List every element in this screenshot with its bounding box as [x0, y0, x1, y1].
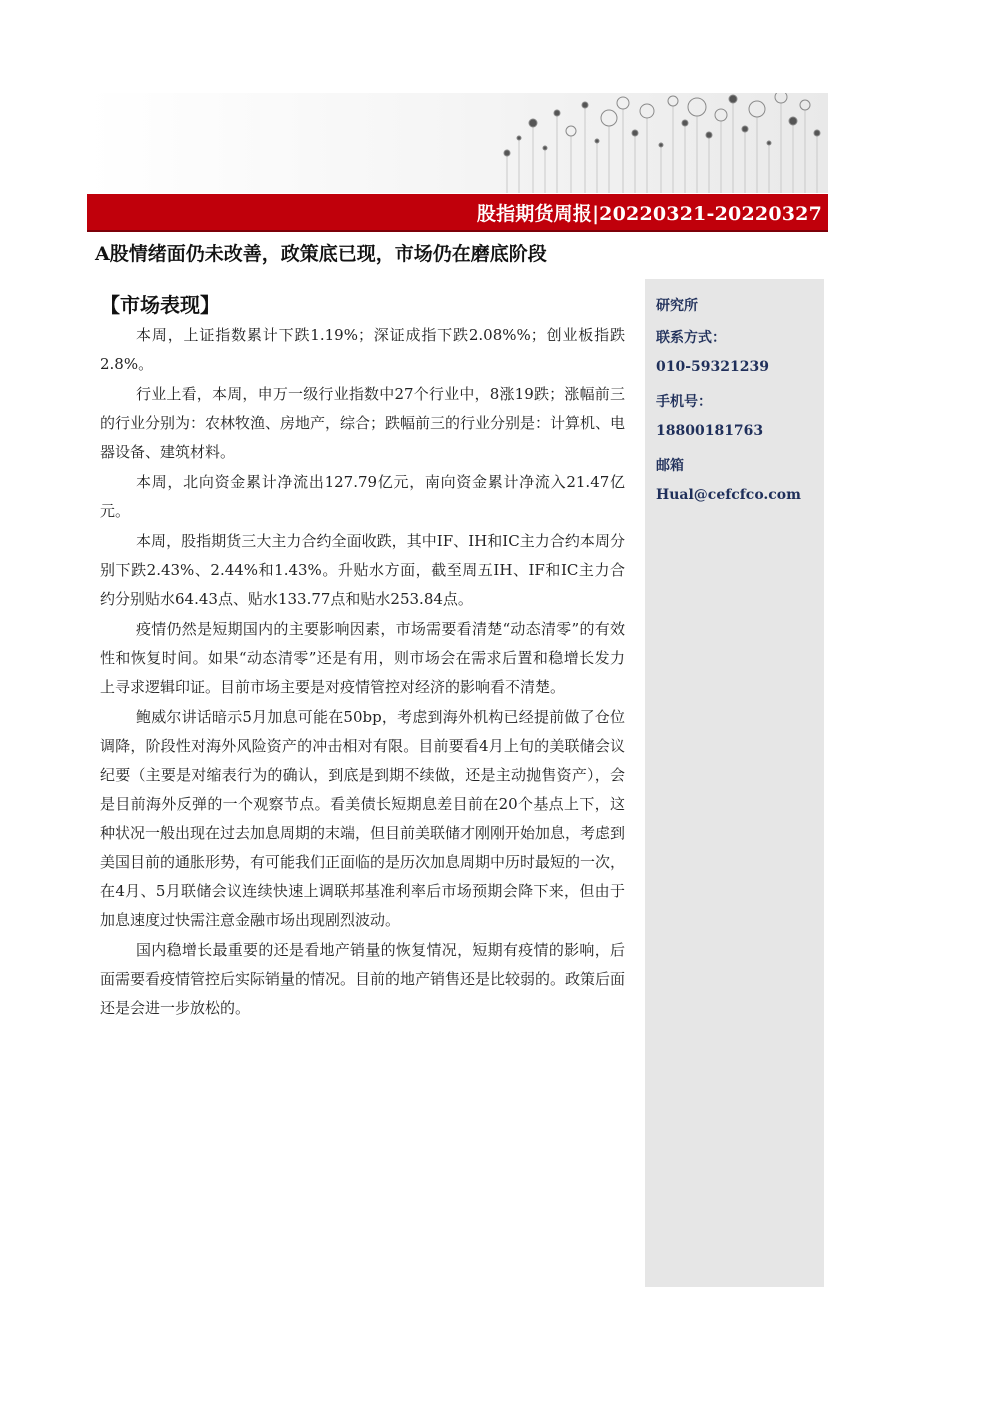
paragraph: 行业上看，本周，申万一级行业指数中27个行业中，8涨19跌；涨幅前三的行业分别为：农林牧渔、房地产，综合；跌幅前三的行业分别是：计算机、电器设备、建筑材料。	[100, 385, 626, 461]
decor-dot	[814, 130, 820, 136]
sidebar-email: Hual@cefcfco.com	[656, 487, 801, 503]
decor-dot	[601, 110, 617, 126]
decor-dot	[749, 101, 765, 117]
decor-dot	[789, 117, 797, 125]
paragraph: 本周，上证指数累计下跌1.19%；深证成指下跌2.08%%；创业板指跌2.8%。	[100, 326, 625, 373]
decor-dot	[688, 98, 706, 116]
decor-dot	[668, 96, 678, 106]
market-performance-body	[100, 321, 625, 1024]
decor-dot	[800, 100, 810, 110]
paragraph: 疫情仍然是短期国内的主要影响因素，市场需要看清楚“动态清零”的有效性和恢复时间。如果“动态清零”还是有用，则市场会在需求后置和稳增长发力上寻求逻辑印证。目前市场主要是对疫情管控对经济的影响看不清楚。	[100, 620, 625, 696]
decor-dot	[582, 102, 588, 108]
paragraph: 本周，北向资金累计净流出127.79亿元，南向资金累计净流入21.47亿元。	[100, 473, 625, 520]
sidebar-org: 研究所	[656, 298, 698, 314]
decor-dot	[529, 119, 537, 127]
decor-dot	[595, 139, 599, 143]
decor-dot	[659, 143, 663, 147]
header-red-bar-underline	[87, 230, 828, 232]
sidebar-contact-label: 联系方式：	[656, 330, 726, 346]
decor-dot	[729, 95, 737, 103]
decor-dot	[767, 141, 771, 145]
decor-dot	[632, 130, 638, 136]
decor-dot	[640, 104, 654, 118]
header-banner	[87, 93, 828, 193]
decor-dot	[742, 126, 748, 132]
report-title: 股指期货周报|20220321-20220327	[476, 203, 822, 225]
contact-sidebar	[645, 279, 824, 1287]
decorative-dots-graphic	[87, 93, 828, 193]
sidebar-mobile: 18800181763	[656, 423, 764, 439]
decor-dot	[554, 110, 560, 116]
decor-dot	[715, 109, 727, 121]
decor-dot	[775, 93, 787, 103]
paragraph: 鲍威尔讲话暗示5月加息可能在50bp，考虑到海外机构已经提前做了仓位调降，阶段性对海外风险资产的冲击相对有限。目前要看4月上旬的美联储会议纪要（主要是对缩表行为的确认，到底是到期不续做，还是主动抛售资产），会是目前海外反弹的一个观察节点。看美债长短期息差目前在20个基点上下，这种状况一般出现在过去加息周期的末端，但目前美联储才刚刚开始加息，考虑到美国目前的通胀形势，有可能我们正面临的是历次加息周期中历时最短的一次，在4月、5月联储会议连续快速上调联邦基准利率后市场预期会降下来，但由于加息速度过快需注意金融市场出现剧烈波动。	[100, 708, 626, 929]
sidebar-mobile-label: 手机号：	[656, 394, 712, 410]
section-title: 【市场表现】	[100, 293, 220, 317]
decor-dot	[543, 146, 547, 150]
decor-dot	[504, 150, 510, 156]
paragraph: 国内稳增长最重要的还是看地产销量的恢复情况，短期有疫情的影响，后面需要看疫情管控后实际销量的情况。目前的地产销售还是比较弱的。政策后面还是会进一步放松的。	[100, 941, 626, 1017]
decor-dot	[566, 126, 576, 136]
paragraph: 本周，股指期货三大主力合约全面收跌，其中IF、IH和IC主力合约本周分别下跌2.43%、2.44%和1.43%。升贴水方面，截至周五IH、IF和IC主力合约分别贴水64.43点、贴水133.77点和贴水253.84点。	[100, 532, 625, 608]
decor-dot	[706, 132, 712, 138]
decor-dot	[617, 97, 629, 109]
decor-dot	[682, 120, 688, 126]
sidebar-phone: 010-59321239	[656, 359, 769, 375]
sidebar-email-label: 邮箱	[656, 458, 684, 474]
decor-dot	[517, 136, 521, 140]
page-headline: A股情绪面仍未改善，政策底已现，市场仍在磨底阶段	[95, 243, 547, 265]
